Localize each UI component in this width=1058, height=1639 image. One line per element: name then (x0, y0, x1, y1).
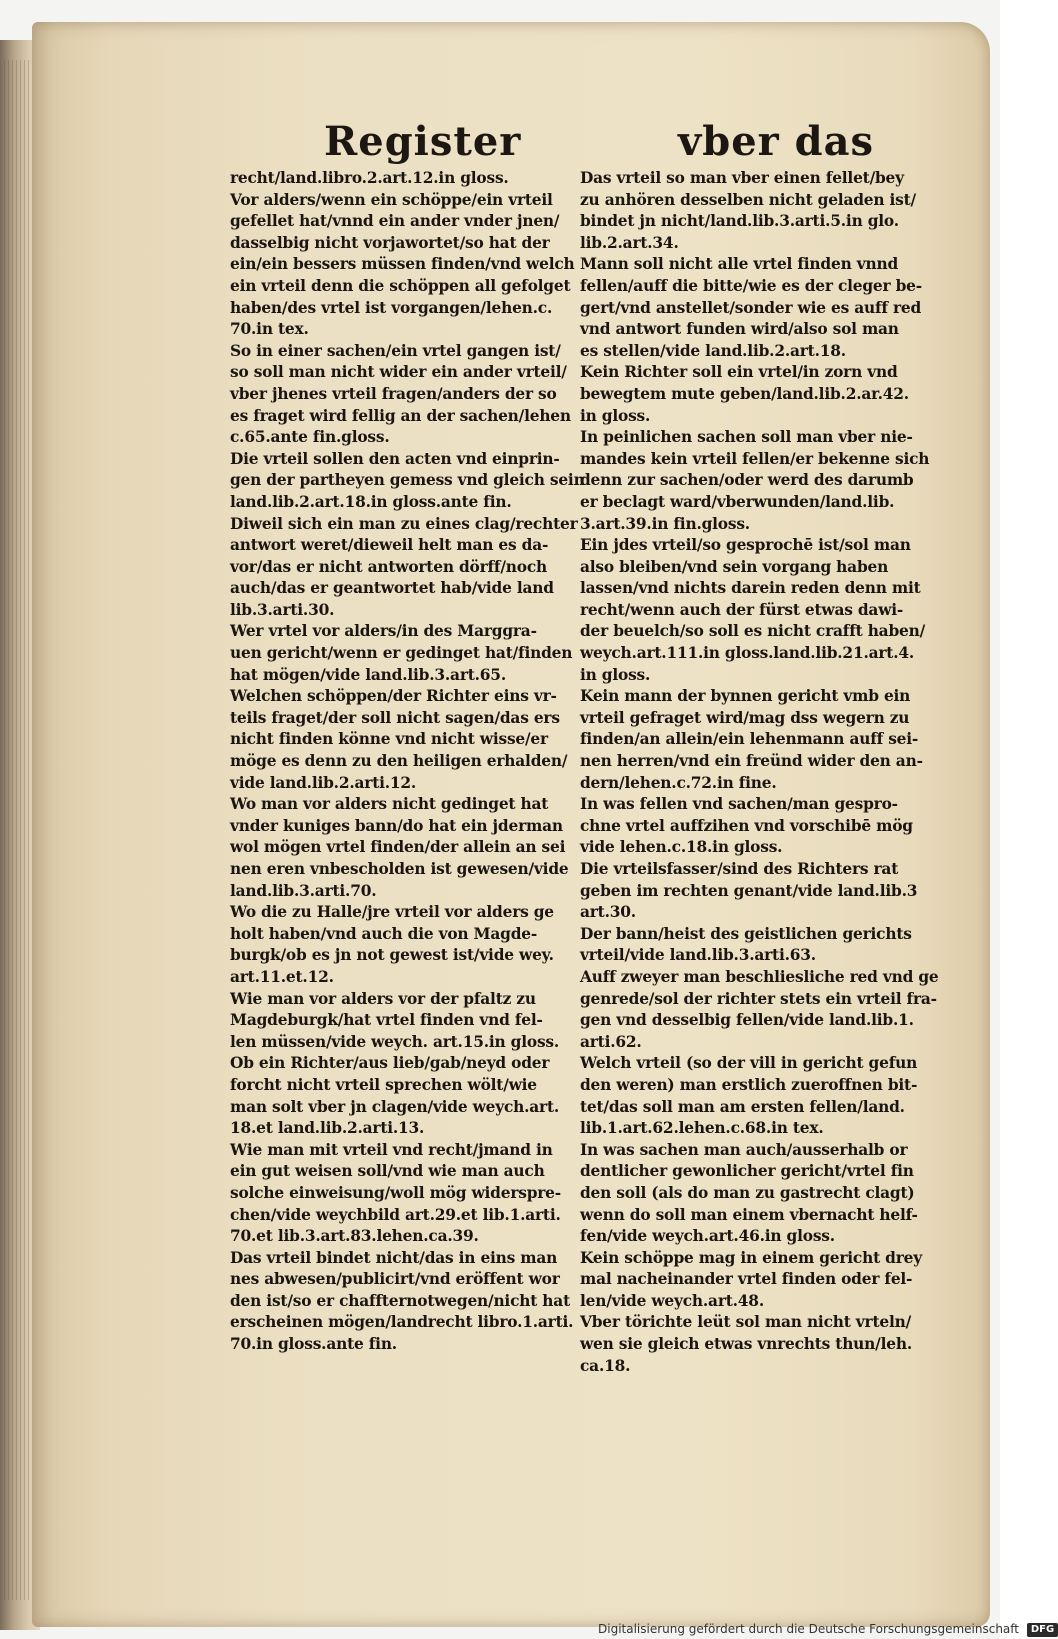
text-line: möge es denn zu den heiligen erhalden/ (230, 752, 568, 771)
left-text-column (230, 168, 585, 1356)
text-line: ein gut weisen soll/vnd wie man auch (230, 1162, 545, 1181)
text-line: gert/vnd anstellet/sonder wie es auff red (580, 298, 922, 317)
text-line: fen/vide weych.art.46.in gloss. (580, 1227, 835, 1246)
running-head-right: vber das (678, 118, 875, 165)
right-text-column (580, 168, 939, 1377)
text-line: genrede/sol der richter stets ein vrteil fra- (580, 989, 937, 1008)
text-line: bindet jn nicht/land.lib.3.arti.5.in glo. (580, 212, 899, 231)
text-line: hat mögen/vide land.lib.3.art.65. (230, 665, 506, 684)
text-line: Ein jdes vrteil/so gesprochē ist/sol man (580, 536, 911, 555)
text-line: vnd antwort funden wird/also sol man (580, 320, 899, 339)
text-line: den soll (als do man zu gastrecht clagt) (580, 1183, 915, 1202)
text-line: wol mögen vrtel finden/der allein an sei (230, 838, 566, 857)
text-line: chen/vide weychbild art.29.et lib.1.arti. (230, 1205, 561, 1224)
text-line: vide lehen.c.18.in gloss. (580, 838, 783, 857)
text-line: forcht nicht vrteil sprechen wölt/wie (230, 1075, 537, 1094)
text-line: den weren) man erstlich zueroffnen bit- (580, 1075, 918, 1094)
text-line: So in einer sachen/ein vrtel gangen ist/ (230, 341, 561, 360)
text-line: recht/land.libro.2.art.12.in gloss. (230, 169, 509, 187)
text-line: Das vrteil bindet nicht/das in eins man (230, 1248, 558, 1267)
text-line: In peinlichen sachen soll man vber nie- (580, 428, 913, 447)
text-line: Vor alders/wenn ein schöppe/ein vrteil (230, 190, 553, 209)
text-line: 3.art.39.in fin.gloss. (580, 514, 750, 533)
text-line: mal nacheinander vrtel finden oder fel- (580, 1270, 913, 1289)
text-line: Kein schöppe mag in einem gericht drey (580, 1248, 922, 1267)
text-line: 18.et land.lib.2.arti.13. (230, 1119, 425, 1138)
text-line: gefellet hat/vnnd ein ander vnder jnen/ (230, 212, 560, 231)
text-line: wenn do soll man einem vbernacht helf- (580, 1205, 918, 1224)
running-head-left: Register (324, 118, 522, 165)
text-line: c.65.ante fin.gloss. (230, 428, 390, 447)
text-line: lassen/vnd nichts darein reden denn mit (580, 579, 921, 598)
text-line: man solt vber jn clagen/vide weych.art. (230, 1097, 560, 1116)
text-line: der beuelch/so soll es nicht crafft haben/ (580, 622, 926, 641)
text-line: vrteil gefraget wird/mag dss wegern zu (580, 708, 910, 727)
text-line: zu anhören desselben nicht geladen ist/ (580, 190, 916, 209)
text-line: vide land.lib.2.arti.12. (230, 773, 417, 792)
text-line: mandes kein vrteil fellen/er bekenne sich (580, 449, 930, 468)
text-line: Der bann/heist des geistlichen gerichts (580, 924, 912, 943)
text-line: dentlicher gewonlicher gericht/vrtel fin (580, 1162, 914, 1181)
text-line: chne vrtel auffzihen vnd vorschibē mög (580, 816, 913, 835)
text-line: Mann soll nicht alle vrtel finden vnnd (580, 255, 899, 274)
text-line: haben/des vrtel ist vorgangen/lehen.c. (230, 298, 553, 317)
text-line: burgk/ob es jn not gewest ist/vide wey. (230, 946, 554, 965)
text-line: antwort weret/dieweil helt man es da- (230, 536, 549, 555)
text-line: Wie man vor alders vor der pfaltz zu (230, 989, 536, 1008)
text-line: 70.in gloss.ante fin. (230, 1335, 397, 1354)
text-line: es fraget wird fellig an der sachen/lehen (230, 406, 571, 425)
text-line: Wer vrtel vor alders/in des Marggra- (230, 622, 537, 641)
text-line: Ob ein Richter/aus lieb/gab/neyd oder (230, 1054, 550, 1073)
text-line: so soll man nicht wider ein ander vrteil/ (230, 363, 567, 382)
text-line: Auff zweyer man beschliesliche red vnd ge (580, 967, 939, 986)
text-line: dasselbig nicht vorjawortet/so hat der (230, 233, 550, 252)
text-line: vber jhenes vrteil fragen/anders der so (230, 384, 557, 403)
text-line: auch/das er geantwortet hab/vide land (230, 579, 554, 598)
text-line: Kein mann der bynnen gericht vmb ein (580, 687, 911, 706)
text-line: teils fraget/der soll nicht sagen/das ers (230, 708, 560, 727)
text-line: fellen/auff die bitte/wie es der cleger be- (580, 276, 922, 295)
text-line: 70.in tex. (230, 320, 309, 339)
text-line: solche einweisung/woll mög widerspre- (230, 1183, 561, 1202)
text-line: vrteil/vide land.lib.3.arti.63. (580, 946, 816, 965)
book-page-edge-lines (4, 60, 34, 1600)
text-line: In was sachen man auch/ausserhalb or (580, 1140, 908, 1159)
text-line: finden/an allein/ein lehenmann auff sei- (580, 730, 919, 749)
text-line: nicht finden könne vnd nicht wisse/er (230, 730, 548, 749)
text-line: tet/das soll man am ersten fellen/land. (580, 1097, 905, 1116)
text-line: uen gericht/wenn er gedinget hat/finden (230, 644, 573, 663)
text-line: holt haben/vnd auch die von Magde- (230, 924, 538, 943)
text-line: nes abwesen/publicirt/vnd eröffent wor (230, 1270, 560, 1289)
text-line: Welchen schöppen/der Richter eins vr- (230, 687, 557, 706)
text-line: ca.18. (580, 1356, 631, 1375)
text-line: 70.et lib.3.art.83.lehen.ca.39. (230, 1227, 479, 1246)
text-line: den ist/so er chaffternotwegen/nicht hat (230, 1291, 570, 1310)
text-line: art.11.et.12. (230, 967, 334, 986)
text-line: weych.art.111.in gloss.land.lib.21.art.4. (580, 644, 915, 663)
text-line: Wie man mit vrteil vnd recht/jmand in (230, 1140, 553, 1159)
text-line: Die vrteil sollen den acten vnd einprin- (230, 449, 560, 468)
text-line: also bleiben/vnd sein vorgang haben (580, 557, 889, 576)
text-line: Welch vrteil (so der vill in gericht gefun (580, 1054, 918, 1073)
text-line: ein vrteil denn die schöppen all gefolget (230, 276, 571, 295)
text-line: gen vnd desselbig fellen/vide land.lib.1. (580, 1011, 914, 1030)
text-line: erscheinen mögen/landrecht libro.1.arti. (230, 1313, 574, 1332)
text-line: In was fellen vnd sachen/man gespro- (580, 795, 898, 814)
text-line: Das vrteil so man vber einen fellet/bey (580, 169, 904, 187)
digitization-credit-footer (598, 1620, 1055, 1638)
text-line: vnder kuniges bann/do hat ein jderman (230, 816, 563, 835)
text-line: Kein Richter soll ein vrtel/in zorn vnd (580, 363, 898, 382)
text-line: Wo die zu Halle/jre vrteil vor alders ge (230, 903, 554, 922)
text-line: denn zur sachen/oder werd des darumb (580, 471, 914, 490)
text-line: recht/wenn auch der fürst etwas dawi- (580, 600, 904, 619)
text-line: land.lib.3.arti.70. (230, 881, 377, 900)
text-line: nen eren vnbescholden ist gewesen/vide (230, 860, 569, 878)
dfg-logo: DFG (1027, 1623, 1058, 1637)
text-line: lib.2.art.34. (580, 233, 679, 252)
text-line: land.lib.2.art.18.in gloss.ante fin. (230, 492, 512, 511)
text-line: art.30. (580, 903, 636, 922)
text-line: ein/ein bessers müssen finden/vnd welch (230, 255, 575, 274)
text-line: gen der partheyen gemess vnd gleich sein (230, 471, 585, 490)
text-line: Wo man vor alders nicht gedinget hat (230, 795, 549, 814)
text-line: er beclagt ward/vberwunden/land.lib. (580, 492, 895, 511)
text-line: wen sie gleich etwas vnrechts thun/leh. (580, 1335, 912, 1354)
text-line: lib.1.art.62.lehen.c.68.in tex. (580, 1119, 824, 1138)
text-line: bewegtem mute geben/land.lib.2.ar.42. (580, 384, 909, 403)
text-line: geben im rechten genant/vide land.lib.3 (580, 881, 918, 900)
text-line: Vber törichte leüt sol man nicht vrteln/ (580, 1313, 912, 1332)
text-line: nen herren/vnd ein freünd wider den an- (580, 752, 923, 771)
text-line: len/vide weych.art.48. (580, 1291, 764, 1310)
text-line: in gloss. (580, 665, 651, 684)
text-line: arti.62. (580, 1032, 642, 1051)
text-line: len müssen/vide weych. art.15.in gloss. (230, 1032, 560, 1051)
text-line: in gloss. (580, 406, 651, 425)
text-line: Diweil sich ein man zu eines clag/rechter (230, 514, 578, 533)
text-line: Die vrteilsfasser/sind des Richters rat (580, 860, 899, 878)
text-line: lib.3.arti.30. (230, 600, 335, 619)
text-line: Magdeburgk/hat vrtel finden vnd fel- (230, 1011, 543, 1030)
text-line: dern/lehen.c.72.in fine. (580, 773, 777, 792)
footer-credit-text: Digitalisierung gefördert durch die Deutsche Forschungsgemeinschaft (598, 1622, 1020, 1636)
text-line: es stellen/vide land.lib.2.art.18. (580, 341, 846, 360)
text-line: vor/das er nicht antworten dörff/noch (230, 557, 547, 576)
